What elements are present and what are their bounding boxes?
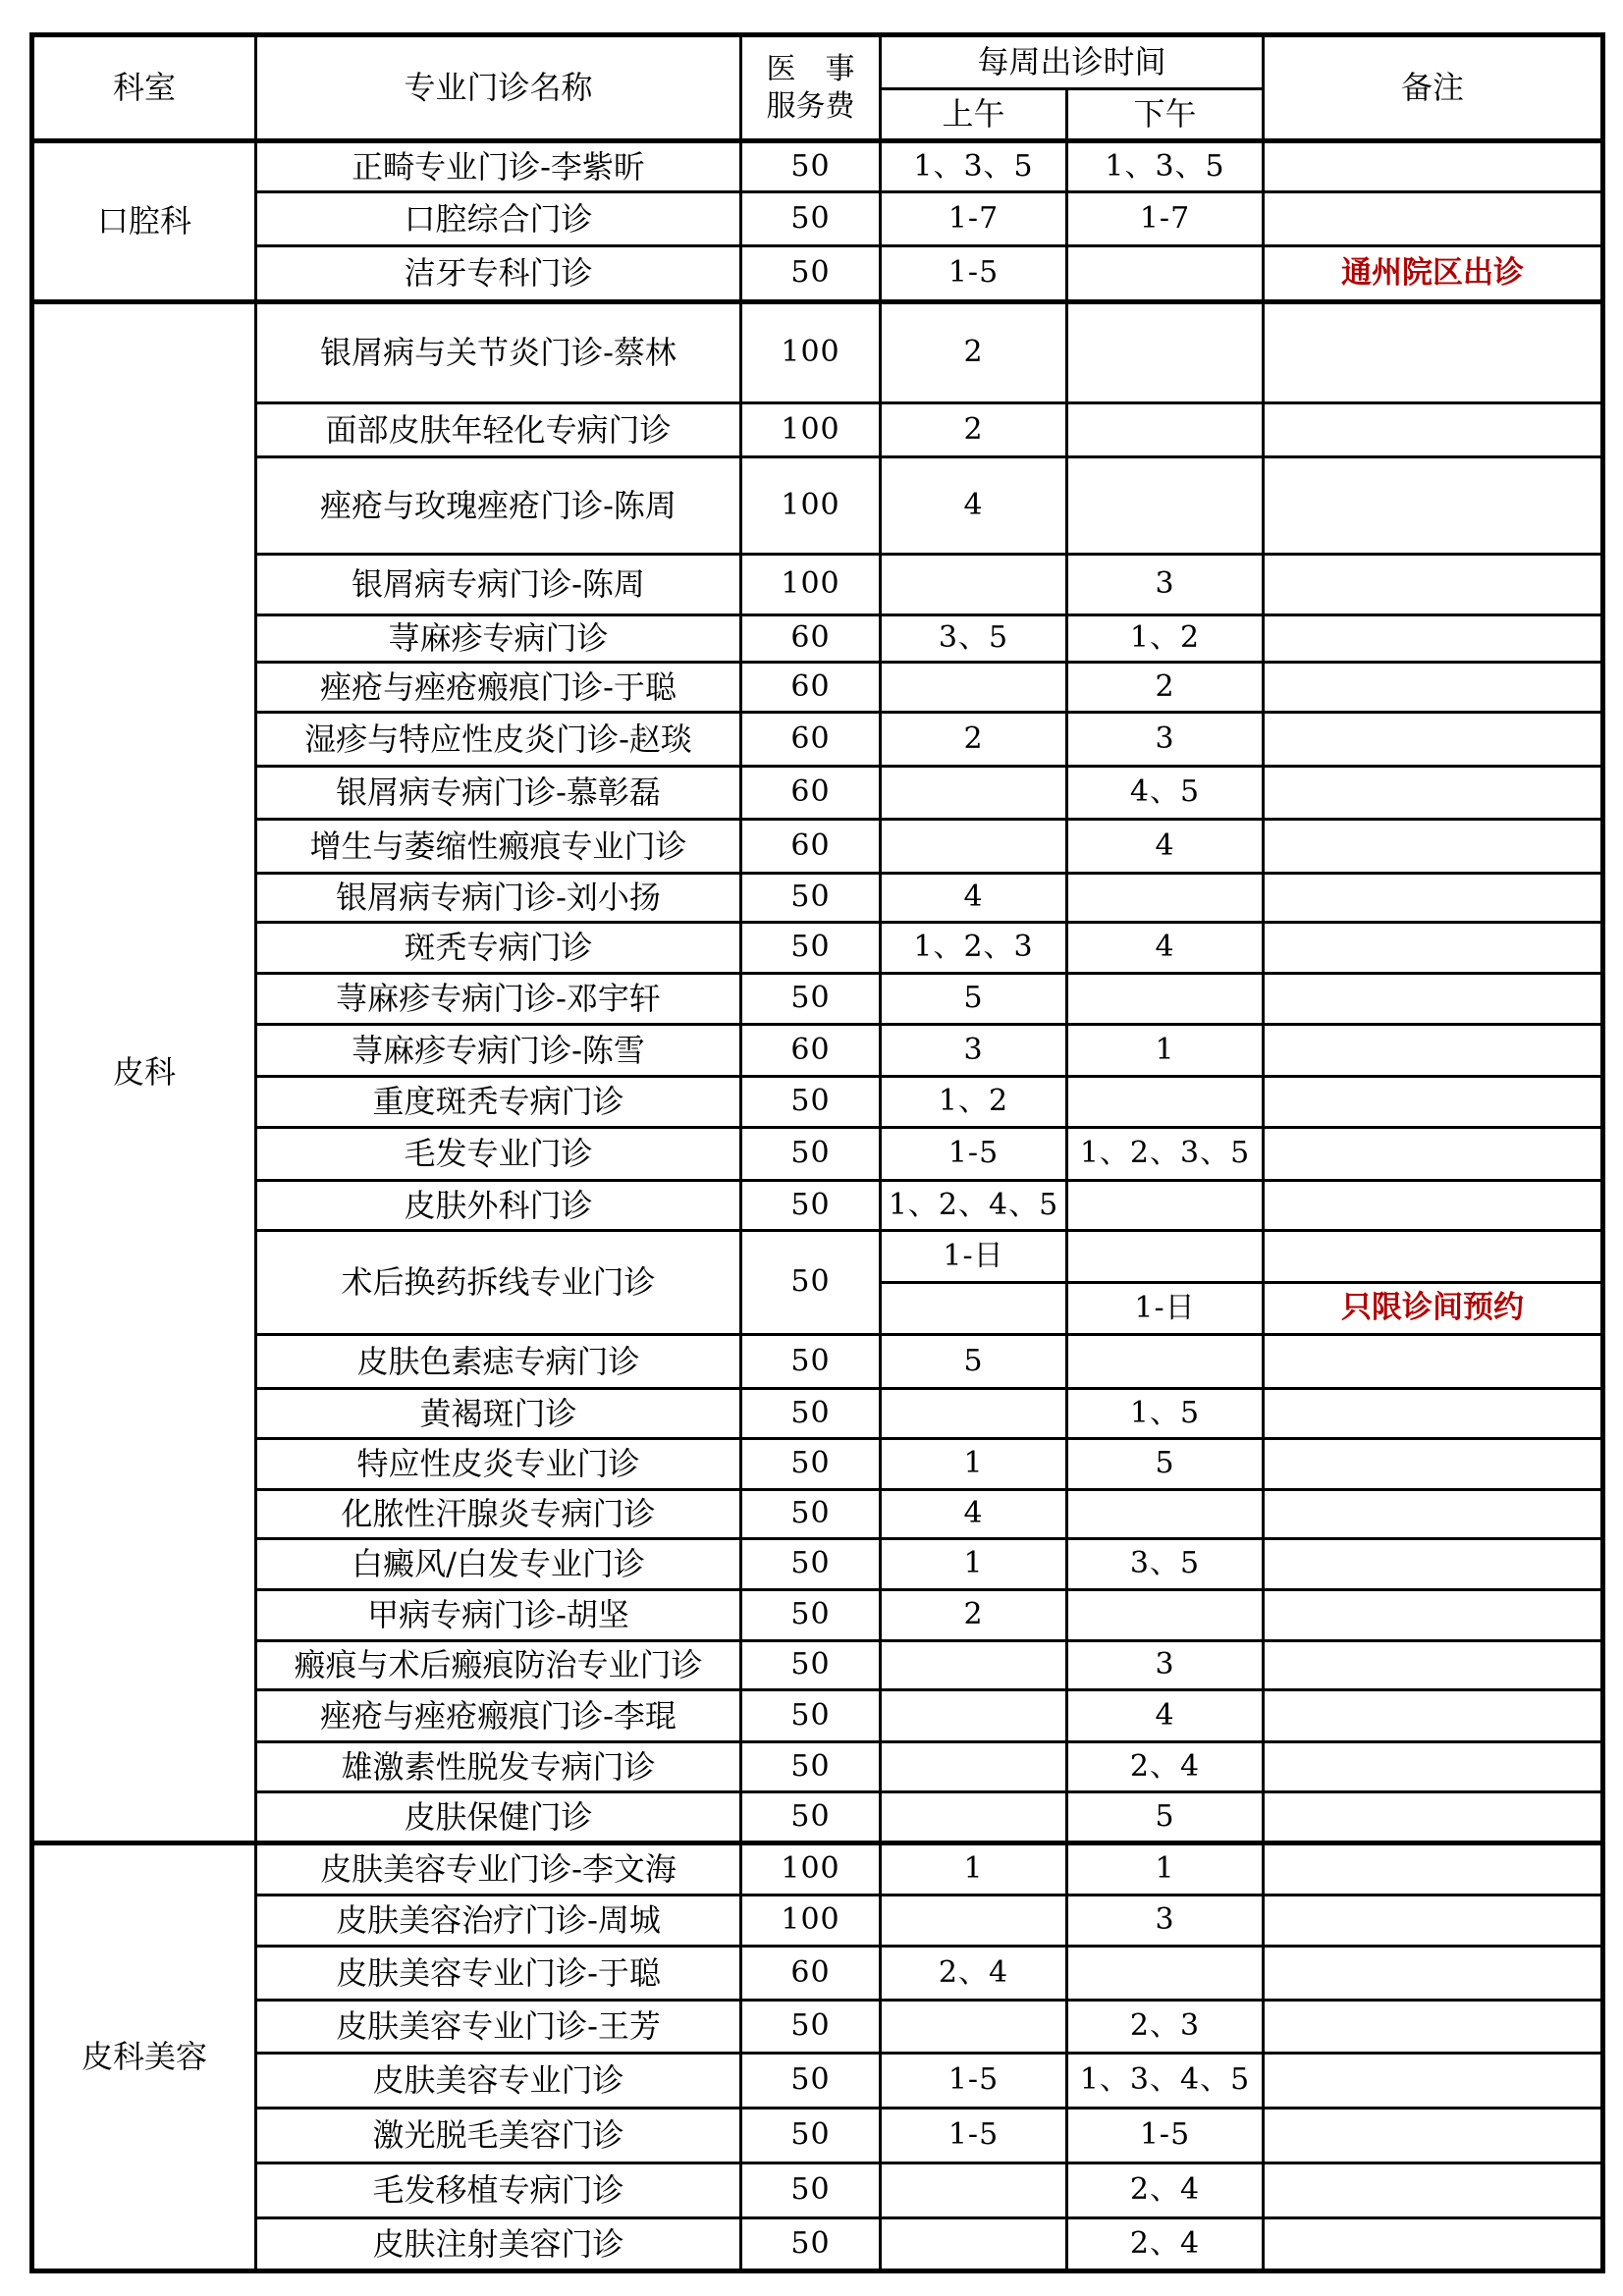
fee-cell: 50 (741, 1641, 881, 1690)
fee-cell: 100 (741, 403, 881, 457)
am-cell: 2 (881, 713, 1067, 767)
pm-cell: 1-7 (1067, 192, 1264, 246)
pm-cell: 2、3 (1067, 2001, 1264, 2054)
header-row-1 (32, 35, 1603, 89)
pm-cell (1067, 1590, 1264, 1641)
am-cell: 1-5 (881, 2109, 1067, 2163)
clinic-name-cell: 瘢痕与术后瘢痕防治专业门诊 (256, 1641, 741, 1690)
am-cell (881, 2001, 1067, 2054)
am-cell (881, 820, 1067, 874)
header-am: 上午 (881, 89, 1067, 141)
fee-cell: 100 (741, 1896, 881, 1947)
clinic-name-cell: 皮肤色素痣专病门诊 (256, 1335, 741, 1389)
clinic-row (32, 663, 1603, 713)
clinic-name-cell: 银屑病专病门诊-刘小扬 (256, 874, 741, 923)
header-pm: 下午 (1067, 89, 1264, 141)
note-cell (1264, 1539, 1603, 1590)
fee-cell: 100 (741, 457, 881, 555)
fee-cell: 60 (741, 820, 881, 874)
clinic-name-cell: 荨麻疹专病门诊-邓宇轩 (256, 974, 741, 1025)
note-cell (1264, 923, 1603, 974)
fee-cell: 60 (741, 767, 881, 820)
fee-cell: 50 (741, 2218, 881, 2271)
am-cell (881, 1389, 1067, 1439)
clinic-name-cell: 痤疮与玫瑰痤疮门诊-陈周 (256, 457, 741, 555)
clinic-name-cell: 银屑病与关节炎门诊-蔡林 (256, 302, 741, 403)
clinic-name-cell: 特应性皮炎专业门诊 (256, 1439, 741, 1490)
pm-cell (1067, 974, 1264, 1025)
clinic-name-cell: 白癜风/白发专业门诊 (256, 1539, 741, 1590)
clinic-row (32, 1641, 1603, 1690)
clinic-name-cell: 洁牙专科门诊 (256, 246, 741, 302)
pm-cell: 4 (1067, 1690, 1264, 1742)
am-cell: 1-日 (881, 1231, 1067, 1283)
pm-cell: 3 (1067, 713, 1264, 767)
note-cell (1264, 2054, 1603, 2109)
clinic-name-cell: 皮肤美容治疗门诊-周城 (256, 1896, 741, 1947)
clinic-name-cell: 皮肤外科门诊 (256, 1181, 741, 1231)
fee-cell: 50 (741, 1742, 881, 1792)
fee-cell: 60 (741, 1947, 881, 2001)
pm-cell: 3 (1067, 1641, 1264, 1690)
fee-cell: 50 (741, 246, 881, 302)
pm-cell: 3 (1067, 555, 1264, 615)
clinic-row (32, 1439, 1603, 1490)
pm-cell: 1 (1067, 1843, 1264, 1896)
am-cell: 2 (881, 403, 1067, 457)
fee-cell: 50 (741, 974, 881, 1025)
clinic-row (32, 246, 1603, 302)
clinic-name-cell: 激光脱毛美容门诊 (256, 2109, 741, 2163)
pm-cell: 2、4 (1067, 2218, 1264, 2271)
clinic-row (32, 1539, 1603, 1590)
pm-cell (1067, 1077, 1264, 1128)
clinic-name-cell: 荨麻疹专病门诊-陈雪 (256, 1025, 741, 1077)
am-cell: 5 (881, 1335, 1067, 1389)
fee-cell: 100 (741, 302, 881, 403)
clinic-schedule-table (29, 32, 1605, 2273)
am-cell (881, 1690, 1067, 1742)
pm-cell (1067, 457, 1264, 555)
fee-cell: 50 (741, 1128, 881, 1181)
clinic-row (32, 615, 1603, 663)
am-cell: 2 (881, 1590, 1067, 1641)
clinic-row (32, 457, 1603, 555)
clinic-name-cell: 皮肤美容专业门诊-王芳 (256, 2001, 741, 2054)
department-cell: 口腔科 (32, 141, 256, 302)
clinic-name-cell: 黄褐斑门诊 (256, 1389, 741, 1439)
clinic-name-cell: 皮肤美容专业门诊-李文海 (256, 1843, 741, 1896)
fee-cell: 50 (741, 192, 881, 246)
clinic-row (32, 1231, 1603, 1283)
clinic-name-cell: 皮肤保健门诊 (256, 1792, 741, 1843)
am-cell: 4 (881, 457, 1067, 555)
fee-cell: 100 (741, 555, 881, 615)
am-cell: 4 (881, 1490, 1067, 1539)
pm-cell: 3、5 (1067, 1539, 1264, 1590)
note-cell (1264, 555, 1603, 615)
note-cell (1264, 141, 1603, 192)
pm-cell: 1、3、5 (1067, 141, 1264, 192)
pm-cell (1067, 302, 1264, 403)
pm-cell: 1、3、4、5 (1067, 2054, 1264, 2109)
note-cell (1264, 663, 1603, 713)
note-cell (1264, 1439, 1603, 1490)
fee-cell: 50 (741, 874, 881, 923)
note-cell (1264, 2109, 1603, 2163)
clinic-name-cell: 银屑病专病门诊-陈周 (256, 555, 741, 615)
clinic-name-cell: 化脓性汗腺炎专病门诊 (256, 1490, 741, 1539)
clinic-name-cell: 湿疹与特应性皮炎门诊-赵琰 (256, 713, 741, 767)
fee-cell: 50 (741, 1077, 881, 1128)
pm-cell: 4、5 (1067, 767, 1264, 820)
am-cell: 3、5 (881, 615, 1067, 663)
fee-cell: 60 (741, 713, 881, 767)
clinic-name-cell: 斑秃专病门诊 (256, 923, 741, 974)
fee-cell: 50 (741, 1389, 881, 1439)
clinic-row (32, 820, 1603, 874)
note-cell (1264, 713, 1603, 767)
clinic-name-cell: 痤疮与痤疮瘢痕门诊-李琨 (256, 1690, 741, 1742)
fee-cell: 50 (741, 1231, 881, 1335)
fee-cell: 50 (741, 1792, 881, 1843)
clinic-row (32, 2001, 1603, 2054)
am-cell: 1、3、5 (881, 141, 1067, 192)
fee-cell: 60 (741, 1025, 881, 1077)
clinic-name-cell: 面部皮肤年轻化专病门诊 (256, 403, 741, 457)
note-cell (1264, 2163, 1603, 2218)
pm-cell: 3 (1067, 1896, 1264, 1947)
note-cell: 只限诊间预约 (1264, 1283, 1603, 1335)
department-cell: 皮科 (32, 302, 256, 1843)
note-cell: 通州院区出诊 (1264, 246, 1603, 302)
clinic-name-cell: 甲病专病门诊-胡坚 (256, 1590, 741, 1641)
clinic-name-cell: 口腔综合门诊 (256, 192, 741, 246)
note-cell (1264, 1335, 1603, 1389)
note-cell (1264, 974, 1603, 1025)
clinic-row (32, 1690, 1603, 1742)
note-cell (1264, 1896, 1603, 1947)
pm-cell: 2 (1067, 663, 1264, 713)
note-cell (1264, 1077, 1603, 1128)
pm-cell (1067, 1335, 1264, 1389)
clinic-name-cell: 增生与萎缩性瘢痕专业门诊 (256, 820, 741, 874)
table-header (32, 35, 1603, 141)
fee-cell: 50 (741, 1590, 881, 1641)
fee-cell: 50 (741, 923, 881, 974)
am-cell (881, 555, 1067, 615)
pm-cell (1067, 1490, 1264, 1539)
clinic-name-cell: 毛发专业门诊 (256, 1128, 741, 1181)
clinic-row (32, 2163, 1603, 2218)
clinic-row (32, 1947, 1603, 2001)
note-cell (1264, 874, 1603, 923)
pm-cell (1067, 403, 1264, 457)
pm-cell: 1、5 (1067, 1389, 1264, 1439)
pm-cell: 4 (1067, 820, 1264, 874)
clinic-name-cell: 术后换药拆线专业门诊 (256, 1231, 741, 1335)
fee-cell: 50 (741, 1690, 881, 1742)
note-cell (1264, 767, 1603, 820)
clinic-name-cell: 雄激素性脱发专病门诊 (256, 1742, 741, 1792)
clinic-row (32, 923, 1603, 974)
clinic-row (32, 1590, 1603, 1641)
clinic-name-cell: 荨麻疹专病门诊 (256, 615, 741, 663)
am-cell: 1、2 (881, 1077, 1067, 1128)
am-cell: 1-5 (881, 2054, 1067, 2109)
clinic-row (32, 1181, 1603, 1231)
header-fee (741, 35, 881, 141)
header-clinic-name: 专业门诊名称 (256, 35, 741, 141)
am-cell (881, 767, 1067, 820)
am-cell: 1 (881, 1843, 1067, 1896)
table-body (32, 141, 1603, 2271)
am-cell (881, 2163, 1067, 2218)
clinic-row (32, 555, 1603, 615)
note-cell (1264, 1690, 1603, 1742)
fee-cell: 50 (741, 1539, 881, 1590)
note-cell (1264, 1025, 1603, 1077)
fee-cell: 60 (741, 615, 881, 663)
am-cell: 1 (881, 1539, 1067, 1590)
fee-cell: 50 (741, 2109, 881, 2163)
department-cell: 皮科美容 (32, 1843, 256, 2271)
fee-cell: 50 (741, 1490, 881, 1539)
note-cell (1264, 1389, 1603, 1439)
clinic-row (32, 767, 1603, 820)
pm-cell: 1 (1067, 1025, 1264, 1077)
am-cell (881, 1641, 1067, 1690)
clinic-name-cell: 正畸专业门诊-李紫昕 (256, 141, 741, 192)
header-department: 科室 (32, 35, 256, 141)
clinic-name-cell: 银屑病专病门诊-慕彰磊 (256, 767, 741, 820)
fee-cell: 50 (741, 1181, 881, 1231)
clinic-row (32, 713, 1603, 767)
am-cell (881, 1896, 1067, 1947)
pm-cell (1067, 1231, 1264, 1283)
am-cell: 2、4 (881, 1947, 1067, 2001)
pm-cell: 5 (1067, 1792, 1264, 1843)
note-cell (1264, 1843, 1603, 1896)
pm-cell: 1-日 (1067, 1283, 1264, 1335)
clinic-row (32, 1490, 1603, 1539)
fee-cell: 50 (741, 2163, 881, 2218)
pm-cell: 4 (1067, 923, 1264, 974)
am-cell (881, 2218, 1067, 2271)
note-cell (1264, 1590, 1603, 1641)
fee-cell: 60 (741, 663, 881, 713)
am-cell: 1-5 (881, 1128, 1067, 1181)
am-cell: 1-5 (881, 246, 1067, 302)
clinic-row (32, 1792, 1603, 1843)
clinic-row (32, 141, 1603, 192)
am-cell (881, 1742, 1067, 1792)
clinic-row (32, 1335, 1603, 1389)
clinic-name-cell: 毛发移植专病门诊 (256, 2163, 741, 2218)
pm-cell: 1、2 (1067, 615, 1264, 663)
am-cell: 1、2、3 (881, 923, 1067, 974)
am-cell: 3 (881, 1025, 1067, 1077)
am-cell: 2 (881, 302, 1067, 403)
clinic-name-cell: 皮肤注射美容门诊 (256, 2218, 741, 2271)
clinic-row (32, 192, 1603, 246)
pm-cell: 1、2、3、5 (1067, 1128, 1264, 1181)
note-cell (1264, 1181, 1603, 1231)
clinic-row (32, 403, 1603, 457)
clinic-row (32, 2054, 1603, 2109)
note-cell (1264, 1490, 1603, 1539)
clinic-row (32, 1742, 1603, 1792)
am-cell (881, 1792, 1067, 1843)
clinic-row (32, 1389, 1603, 1439)
pm-cell (1067, 246, 1264, 302)
note-cell (1264, 2218, 1603, 2271)
header-fee-line1: 医 事 (766, 52, 855, 86)
pm-cell (1067, 874, 1264, 923)
note-cell (1264, 1742, 1603, 1792)
clinic-name-cell: 重度斑秃专病门诊 (256, 1077, 741, 1128)
note-cell (1264, 1792, 1603, 1843)
clinic-row (32, 874, 1603, 923)
fee-cell: 50 (741, 1335, 881, 1389)
clinic-row (32, 1896, 1603, 1947)
note-cell (1264, 302, 1603, 403)
clinic-name-cell: 皮肤美容专业门诊-于聪 (256, 1947, 741, 2001)
header-note: 备注 (1264, 35, 1603, 141)
note-cell (1264, 1641, 1603, 1690)
note-cell (1264, 820, 1603, 874)
note-cell (1264, 615, 1603, 663)
note-cell (1264, 457, 1603, 555)
clinic-row (32, 2218, 1603, 2271)
pm-cell: 2、4 (1067, 1742, 1264, 1792)
header-schedule: 每周出诊时间 (881, 35, 1264, 89)
clinic-row (32, 2109, 1603, 2163)
note-cell (1264, 2001, 1603, 2054)
note-cell (1264, 1128, 1603, 1181)
clinic-row (32, 302, 1603, 403)
fee-cell: 50 (741, 141, 881, 192)
fee-cell: 50 (741, 1439, 881, 1490)
fee-cell: 50 (741, 2054, 881, 2109)
fee-cell: 100 (741, 1843, 881, 1896)
header-fee-line2: 服务费 (766, 88, 855, 124)
pm-cell: 5 (1067, 1439, 1264, 1490)
am-cell: 1、2、4、5 (881, 1181, 1067, 1231)
note-cell (1264, 403, 1603, 457)
clinic-row (32, 974, 1603, 1025)
am-cell: 4 (881, 874, 1067, 923)
note-cell (1264, 1231, 1603, 1283)
am-cell: 5 (881, 974, 1067, 1025)
pm-cell (1067, 1181, 1264, 1231)
clinic-name-cell: 痤疮与痤疮瘢痕门诊-于聪 (256, 663, 741, 713)
am-cell (881, 1283, 1067, 1335)
clinic-name-cell: 皮肤美容专业门诊 (256, 2054, 741, 2109)
clinic-row (32, 1025, 1603, 1077)
note-cell (1264, 1947, 1603, 2001)
pm-cell: 2、4 (1067, 2163, 1264, 2218)
am-cell: 1-7 (881, 192, 1067, 246)
pm-cell: 1-5 (1067, 2109, 1264, 2163)
fee-cell: 50 (741, 2001, 881, 2054)
note-cell (1264, 192, 1603, 246)
am-cell: 1 (881, 1439, 1067, 1490)
am-cell (881, 663, 1067, 713)
clinic-row (32, 1077, 1603, 1128)
clinic-row (32, 1843, 1603, 1896)
clinic-row (32, 1128, 1603, 1181)
pm-cell (1067, 1947, 1264, 2001)
